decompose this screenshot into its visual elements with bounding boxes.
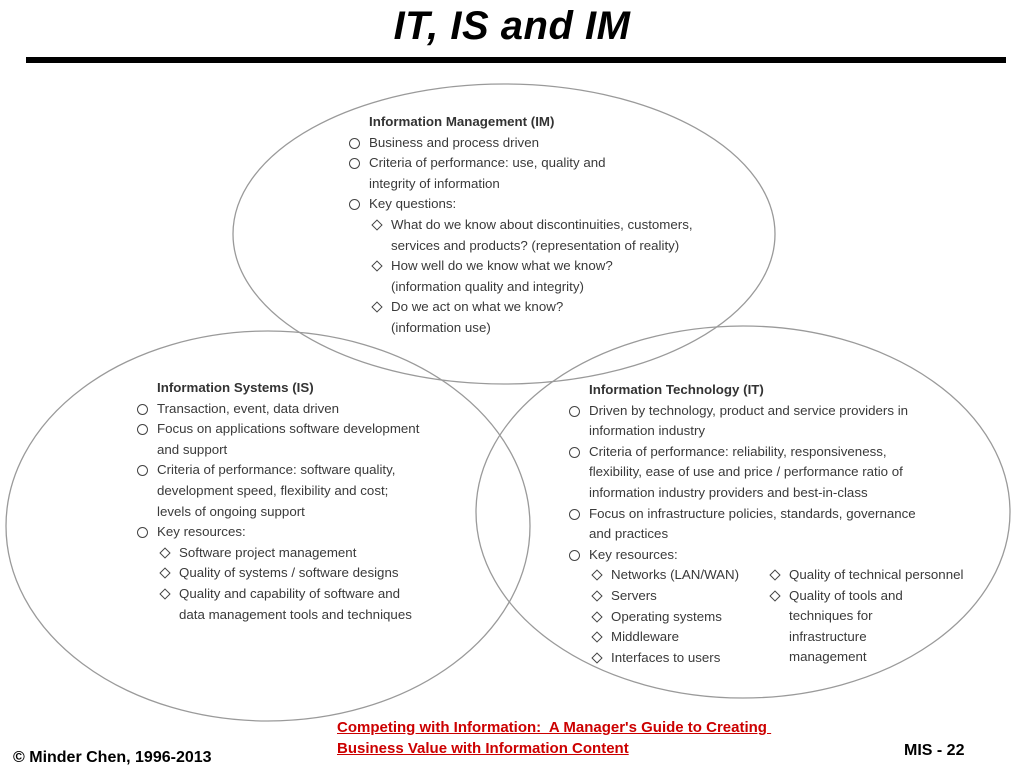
- sub-list-item: Quality of systems / software designs: [135, 563, 419, 584]
- list-item-continued: development speed, flexibility and cost;: [157, 482, 389, 498]
- sub-list-item: Quality and capability of software and: [135, 584, 419, 605]
- sub-list-item: Operating systems: [567, 607, 916, 628]
- circle-bullet-icon: [569, 509, 580, 520]
- reference-line-1[interactable]: Competing with Information: A Manager's Guide to Creating: [337, 719, 772, 736]
- diamond-bullet-icon: [591, 631, 602, 642]
- list-item: Criteria of performance: use, quality and: [347, 153, 693, 174]
- list-item-continued: and support: [157, 441, 228, 457]
- it-heading: Information Technology (IT): [589, 382, 764, 397]
- diamond-bullet-icon: [371, 260, 382, 271]
- circle-bullet-icon: [569, 550, 580, 561]
- circle-bullet-icon: [569, 447, 580, 458]
- sub-list-item: Networks (LAN/WAN): [567, 565, 916, 586]
- circle-bullet-icon: [137, 404, 148, 415]
- list-item: Transaction, event, data driven: [135, 399, 419, 420]
- sub-list-item-continued: services and products? (representation of reality): [391, 237, 680, 253]
- diamond-bullet-icon: [371, 302, 382, 313]
- circle-bullet-icon: [137, 424, 148, 435]
- sub-list-item-continued: (information quality and integrity): [391, 278, 584, 294]
- im-heading: Information Management (IM): [369, 114, 555, 129]
- sub-list-item-continued: infrastructure: [789, 628, 867, 644]
- sub-list-item: Quality of technical personnel: [767, 565, 963, 586]
- list-item-continued: integrity of information: [369, 175, 500, 191]
- is-content: [135, 378, 419, 625]
- im-content: [347, 112, 693, 339]
- circle-bullet-icon: [137, 527, 148, 538]
- list-item: Criteria of performance: reliability, responsiveness,: [567, 442, 916, 463]
- circle-bullet-icon: [349, 158, 360, 169]
- list-item-continued: information industry: [589, 423, 706, 439]
- sub-list-item: How well do we know what we know?: [347, 256, 693, 277]
- sub-list-item-continued: (information use): [391, 319, 491, 335]
- diamond-bullet-icon: [371, 219, 382, 230]
- diamond-bullet-icon: [591, 570, 602, 581]
- sub-list-item-continued: techniques for: [789, 608, 873, 624]
- list-item-continued: information industry providers and best-in-class: [589, 484, 868, 500]
- diamond-bullet-icon: [159, 547, 170, 558]
- sub-list-item: Quality of tools and: [767, 586, 963, 607]
- list-item: Focus on applications software development: [135, 419, 419, 440]
- sub-list-item-continued: management: [789, 649, 867, 665]
- sub-list-item: Software project management: [135, 543, 419, 564]
- list-item: Key resources:: [135, 522, 419, 543]
- reference-link[interactable]: [337, 717, 937, 759]
- reference-line-2[interactable]: Business Value with Information Content: [337, 740, 629, 757]
- list-item-continued: levels of ongoing support: [157, 503, 305, 519]
- page-number: MIS - 22: [904, 742, 965, 759]
- circle-bullet-icon: [137, 465, 148, 476]
- diamond-bullet-icon: [159, 568, 170, 579]
- diamond-bullet-icon: [769, 569, 780, 580]
- list-item: Criteria of performance: software quality,: [135, 460, 419, 481]
- list-item: Key resources:: [567, 545, 916, 566]
- diamond-bullet-icon: [159, 588, 170, 599]
- is-heading: Information Systems (IS): [157, 380, 314, 395]
- list-item: Business and process driven: [347, 133, 693, 154]
- diamond-bullet-icon: [591, 611, 602, 622]
- list-item-continued: flexibility, ease of use and price / performance ratio of: [589, 464, 903, 480]
- list-item: Driven by technology, product and service providers in: [567, 401, 916, 422]
- diamond-bullet-icon: [591, 652, 602, 663]
- sub-list-item: Servers: [567, 586, 916, 607]
- it-resources-right: [767, 565, 963, 668]
- sub-list-item: What do we know about discontinuities, customers,: [347, 215, 693, 236]
- list-item: Key questions:: [347, 194, 693, 215]
- sub-list-item: Interfaces to users: [567, 648, 916, 669]
- circle-bullet-icon: [569, 406, 580, 417]
- circle-bullet-icon: [349, 138, 360, 149]
- circle-bullet-icon: [349, 199, 360, 210]
- copyright: © Minder Chen, 1996-2013: [13, 749, 212, 766]
- sub-list-item-continued: data management tools and techniques: [179, 606, 412, 622]
- list-item: Focus on infrastructure policies, standards, governance: [567, 504, 916, 525]
- diamond-bullet-icon: [591, 590, 602, 601]
- slide-title: IT, IS and IM: [393, 4, 631, 48]
- diamond-bullet-icon: [769, 590, 780, 601]
- sub-list-item: Middleware: [567, 627, 916, 648]
- sub-list-item: Do we act on what we know?: [347, 297, 693, 318]
- list-item-continued: and practices: [589, 526, 669, 542]
